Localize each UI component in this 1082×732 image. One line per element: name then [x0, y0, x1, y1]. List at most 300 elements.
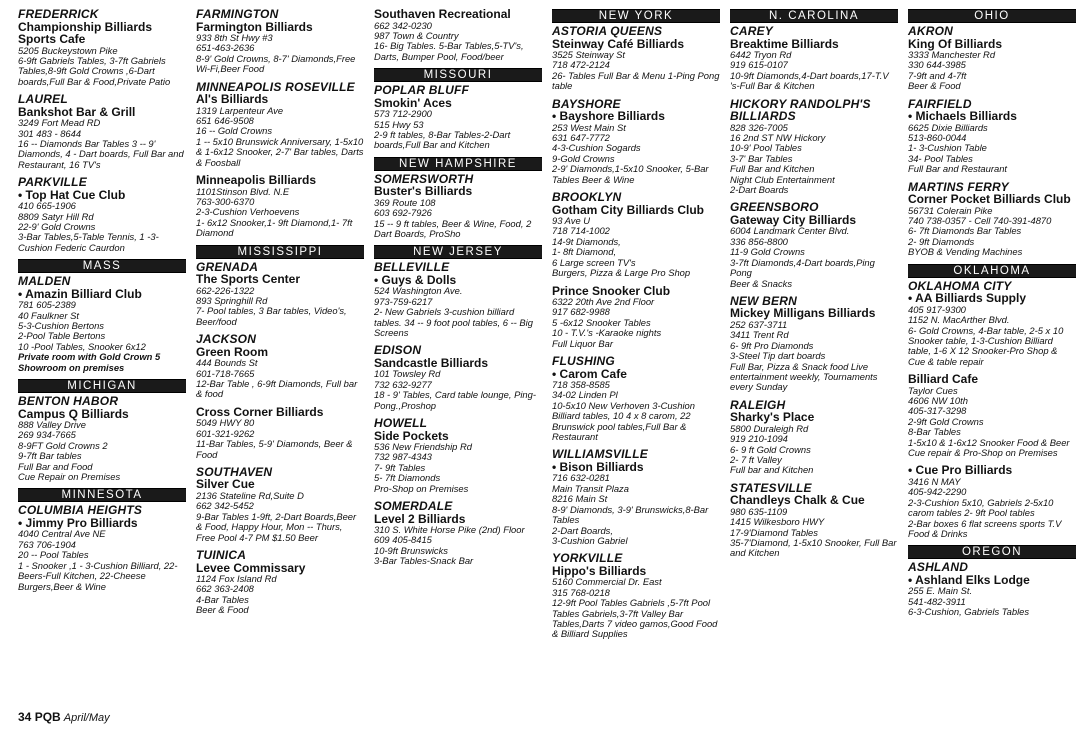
state-header: NEW HAMPSHIRE [374, 157, 542, 171]
venue-name: Green Room [196, 344, 269, 359]
venue-detail: 1415 Wilkesboro HWY [730, 516, 825, 528]
venue-detail: 2-3-Cushion 5x10, Gabriels 2-5x10 carom tables 2- 9ft Pool tables [908, 496, 1054, 519]
listing-entry [374, 84, 542, 151]
column-5 [730, 8, 898, 565]
listing-entry [552, 191, 720, 278]
venue-detail: 6322 20th Ave 2nd Floor [552, 296, 655, 307]
venue-detail: 269 934-7665 [18, 429, 76, 441]
venue-detail: 2-3-Cushion Verhoevens [196, 206, 300, 218]
venue-detail: 9-Gold Crowns [552, 152, 615, 164]
venue-detail: 732 987-4343 [374, 451, 432, 463]
column-1 [18, 8, 186, 598]
venue-detail: 5049 HWY 80 [196, 417, 255, 429]
venue-detail: 8-Bar Tables [908, 426, 961, 438]
city-heading: SOMERDALE [374, 499, 453, 514]
venue-detail: 3416 N MAY [908, 475, 961, 487]
venue-detail: 662 342-5452 [196, 500, 254, 512]
city-heading: HOWELL [374, 416, 428, 431]
venue-detail: 888 Valley Drive [18, 419, 86, 431]
venue-name: Farmington Billiards [196, 19, 313, 34]
venue-detail: 4-3-Cushion Sogards [552, 142, 641, 154]
venue-detail: 6- 9 ft Gold Crowns [730, 443, 811, 455]
venue-detail: 5160 Commercial Dr. East [552, 576, 662, 588]
venue-name: The Sports Center [196, 272, 301, 287]
issue-date: April/May [63, 712, 110, 724]
venue-detail: 601-718-7665 [196, 367, 255, 379]
venue-detail: 6 Large screen TV's [552, 256, 636, 268]
venue-detail: 3249 Fort Mead RD [18, 117, 101, 129]
venue-detail: 10-9ft Brunswicks [374, 544, 448, 556]
venue-name: Prince Snooker Club [552, 283, 671, 298]
venue-detail: 34-02 Linden Pl [552, 389, 618, 401]
venue-detail: 1101Stinson Blvd. N.E [196, 185, 290, 197]
venue-name: Level 2 Billiards [374, 511, 466, 526]
venue-detail: 405-942-2290 [908, 486, 967, 498]
venue-detail: 6442 Tryon Rd [730, 49, 792, 60]
venue-detail: 10 -Pool Tables, Snooker 6x12 [18, 340, 146, 352]
city-heading: RALEIGH [730, 397, 786, 412]
venue-highlight: Private room with Gold Crown 5 Showroom on premises [18, 351, 161, 373]
venue-detail: 8-9' Gold Crowns, 8-7' Diamonds,Free Wi-Fi,Beer Food [196, 52, 356, 75]
listing-entry [552, 552, 720, 639]
venue-detail: 6- 7ft Diamonds Bar Tables [908, 225, 1022, 237]
city-heading: ASHLAND [908, 560, 969, 575]
listing-entry [552, 448, 720, 546]
venue-detail: 12-9ft Pool Tables Gabriels ,5-7ft Pool Tables Gabriels,3-7ft Valley Bar Tables,Darts 7 video gamos,Good Food & Billiard Supplies [552, 597, 718, 640]
venue-detail: 917 682-9988 [552, 306, 610, 318]
venue-detail: Beer & Food [908, 80, 961, 92]
venue-detail: 40 Faulkner St [18, 309, 79, 321]
venue-detail: 3411 Trent Rd [730, 329, 789, 341]
column-6 [908, 8, 1076, 624]
venue-detail: 16 2nd ST NW Hickory [730, 132, 826, 144]
listing-entry [730, 399, 898, 476]
venue-name: Campus Q Billiards [18, 406, 129, 421]
state-header: OHIO [908, 9, 1076, 23]
city-heading: MARTINS FERRY [908, 179, 1009, 194]
city-heading: POPLAR BLUFF [374, 83, 470, 98]
venue-name: Billiard Cafe [908, 372, 979, 387]
venue-detail: 6- 9ft Pro Diamonds [730, 339, 814, 351]
city-heading: GRENADA [196, 259, 259, 274]
city-heading: JACKSON [196, 332, 257, 347]
venue-detail: 11-Bar Tables, 5-9' Diamonds, Beer & Food [196, 438, 353, 460]
state-header: MASS [18, 259, 186, 273]
venue-detail: 1- 8ft Diamond, [552, 246, 617, 258]
venue-detail: 369 Route 108 [374, 196, 436, 208]
city-heading: FLUSHING [552, 354, 615, 369]
venue-name: Buster's Billiards [374, 184, 473, 199]
venue-name: • Bison Billiards [552, 459, 644, 474]
venue-name: • Carom Cafe [552, 366, 627, 381]
listing-entry [730, 201, 898, 288]
venue-detail: 2-9' Diamonds,1-5x10 Snooker, 5-Bar Tables Beer & Wine [552, 163, 709, 185]
city-heading: TUINICA [196, 548, 247, 562]
listing-entry [374, 261, 542, 338]
venue-detail: 651-463-2636 [196, 42, 255, 54]
venue-detail: 3-7' Bar Tables [730, 152, 793, 164]
venue-detail: 315 768-0218 [552, 586, 610, 598]
page-footer [18, 710, 110, 724]
venue-detail: 718 358-8585 [552, 379, 610, 391]
venue-detail: 93 Ave U [552, 215, 591, 227]
venue-name: Southaven Recreational [374, 7, 511, 21]
venue-detail: 933 8th St Hwy #3 [196, 32, 273, 43]
venue-detail: 2-Pool Table Bertons [18, 330, 106, 342]
venue-detail: 18 - 9' Tables, Card table lounge, Ping-Pong.,Proshop [374, 389, 536, 411]
city-heading: FREDERRICK [18, 7, 99, 21]
column-3 [374, 8, 542, 573]
state-header: MICHIGAN [18, 379, 186, 393]
venue-detail: 410 665-1906 [18, 200, 76, 212]
city-heading: SOUTHAVEN [196, 464, 273, 479]
city-heading: WILLIAMSVILLE [552, 447, 648, 462]
listing-entry [196, 466, 364, 543]
venue-name: • Michaels Billiards [908, 109, 1017, 124]
listing-entry [18, 504, 186, 591]
venue-detail: 3-Steel Tip dart boards [730, 350, 826, 362]
listing-entry [730, 98, 898, 196]
venue-name: King Of Billiards [908, 36, 1003, 51]
venue-detail: Burgers, Pizza & Large Pro Shop [552, 267, 691, 279]
venue-detail: BYOB & Vending Machines [908, 246, 1023, 258]
city-heading: EDISON [374, 343, 422, 358]
venue-detail: 16 -- Diamonds Bar Tables 3 -- 9' Diamonds, 4 - Dart boards, Full Bar and Restaurant, 16 TV's [18, 137, 184, 170]
city-heading: CAREY [730, 24, 774, 38]
venue-name: Championship Billiards Sports Cafe [18, 19, 153, 46]
venue-detail: Cue repair & Pro-Shop on Premises [908, 447, 1058, 459]
venue-detail: 4040 Central Ave NE [18, 528, 106, 540]
venue-detail: 1319 Larpenteur Ave [196, 104, 284, 116]
venue-detail: 718 472-2124 [552, 59, 610, 71]
venue-name: Bankshot Bar & Grill [18, 104, 136, 119]
listing-entry [908, 464, 1076, 539]
city-heading: STATESVILLE [730, 480, 812, 495]
city-heading: MALDEN [18, 274, 71, 289]
venue-detail: Night Club Entertainment [730, 173, 835, 185]
state-header: N. CAROLINA [730, 9, 898, 23]
listing-entry [196, 549, 364, 616]
venue-detail: 22-9' Gold Crowns [18, 220, 96, 232]
venue-detail: 7-9ft and 4-7ft [908, 69, 967, 81]
venue-detail: 740 738-0357 - Cell 740-391-4870 [908, 215, 1052, 227]
magazine-name: PQB [34, 710, 61, 724]
listing-entry [374, 8, 542, 62]
venue-name: • AA Billiards Supply [908, 291, 1026, 306]
venue-name: Smokin' Aces [374, 95, 452, 110]
venue-detail: 34- Pool Tables [908, 152, 973, 164]
venue-detail: 444 Bounds St [196, 357, 258, 369]
venue-detail: 4606 NW 10th [908, 395, 968, 407]
venue-detail: Full Bar and Restaurant [908, 163, 1008, 175]
venue-detail: 336 856-8800 [730, 235, 788, 247]
venue-detail: 2- 9ft Diamonds [908, 235, 975, 247]
listing-entry [18, 176, 186, 253]
venue-detail: 310 S. White Horse Pike (2nd) Floor [374, 524, 525, 536]
venue-detail: 536 New Friendship Rd [374, 441, 472, 453]
listing-entry [196, 261, 364, 328]
venue-detail: 405 917-9300 [908, 303, 966, 315]
venue-detail: 56731 Colerain Pike [908, 204, 993, 216]
state-header: OREGON [908, 545, 1076, 559]
venue-detail: Beer & Food [196, 604, 249, 616]
venue-detail: 20 -- Pool Tables [18, 549, 89, 561]
venue-detail: 919 210-1094 [730, 433, 788, 445]
venue-name: Side Pockets [374, 428, 449, 443]
venue-detail: 609 405-8415 [374, 534, 432, 546]
venue-detail: 5-3-Cushion Bertons [18, 320, 104, 331]
venue-detail: 1- 6x12 Snooker,1- 9ft Diamond,1- 7ft Diamond [196, 216, 353, 239]
venue-detail: 101 Towsley Rd [374, 368, 441, 380]
venue-detail: 6-3-Cushion, Gabriels Tables [908, 606, 1030, 618]
listing-entry [196, 8, 364, 75]
venue-detail: 3525 Steinway St [552, 49, 625, 60]
venue-detail: 330 644-3985 [908, 59, 966, 71]
city-heading: MINNEAPOLIS ROSEVILLE [196, 79, 355, 94]
listing-entry [908, 280, 1076, 367]
venue-detail: 2-Bar boxes 6 flat screens sports T.V Food & Drinks [908, 517, 1062, 539]
venue-detail: 26- Tables Full Bar & Menu 1-Ping Pong table [552, 69, 720, 92]
listing-entry [374, 417, 542, 494]
city-heading: FARMINGTON [196, 7, 279, 21]
city-heading: COLUMBIA HEIGHTS [18, 503, 143, 518]
venue-detail: 781 605-2389 [18, 299, 76, 311]
venue-detail: 6-9ft Gabriels Tables, 3-7ft Gabriels Tables,8-9ft Gold Crowns ,6-Dart boards,Full Bar & Food,Private Patio [18, 54, 171, 87]
venue-name: • Jimmy Pro Billiards [18, 515, 138, 530]
city-heading: FAIRFIELD [908, 96, 972, 111]
city-heading: OKLAHOMA CITY [908, 278, 1012, 293]
venue-name: Steinway Café Billiards [552, 36, 685, 51]
listing-entry [18, 93, 186, 170]
venue-detail: 1- 3-Cushion Table [908, 142, 987, 154]
venue-name: Breaktime Billiards [730, 36, 839, 51]
venue-detail: 1 - Snooker ,1 - 3-Cushion Billiard, 22-Beers-Full Kitchen, 22-Cheese Burgers,Beer & Wine [18, 559, 178, 592]
venue-detail: 10-5x10 New Verhoven 3-Cushion Billiard tables, 10 4 x 8 carom, 22 Brunswick pool tables,Full Bar & Restaurant [552, 399, 695, 443]
venue-detail: 2-9ft Gold Crowns [908, 415, 984, 427]
venue-name: Minneapolis Billiards [196, 173, 317, 188]
venue-detail: 603 692-7926 [374, 207, 432, 219]
listing-entry [196, 406, 364, 460]
listing-entry [908, 181, 1076, 258]
page-number: 34 [18, 710, 32, 724]
listing-entry [552, 25, 720, 92]
venue-detail: 7- 9ft Tables [374, 461, 426, 473]
venue-detail: 8216 Main St [552, 493, 608, 505]
city-heading: PARKVILLE [18, 175, 87, 190]
city-heading: SOMERSWORTH [374, 171, 474, 186]
venue-detail: 15 -- 9 ft tables, Beer & Wine, Food, 2 Dart Boards, ProSho [374, 217, 532, 239]
state-header: NEW JERSEY [374, 245, 542, 259]
city-heading: GREENSBORO [730, 200, 819, 215]
venue-detail: 662-226-1322 [196, 284, 255, 296]
listing-entry [374, 500, 542, 567]
venue-detail: Pro-Shop on Premises [374, 482, 469, 494]
venue-detail: 6- Gold Crowns, 4-Bar table, 2-5 x 10 Snooker table, 1-3-Cushion Billiard table, 1-6 X 12 Snooker-Pro Shop & Cue & table repair [908, 324, 1064, 367]
venue-detail: Cue Repair on Premises [18, 471, 121, 483]
listing-entry [18, 8, 186, 87]
venue-detail: 9-7ft Bar tables [18, 450, 82, 462]
venue-detail: 5800 Duraleigh Rd [730, 422, 809, 434]
venue-detail: 6004 Landmark Center Blvd. [730, 225, 850, 237]
venue-detail: Full Bar, Pizza & Snack food Live entertainment weekly, Tournaments every Sunday [730, 360, 878, 393]
venue-name: Hippo's Billiards [552, 563, 647, 578]
venue-detail: 1 -- 5x10 Brunswick Anniversary, 1-5x10 & 1-6x12 Snooker, 2-7' Bar tables, Darts & Foosball [196, 135, 364, 168]
venue-name: Chandleys Chalk & Cue [730, 493, 865, 508]
state-header: NEW YORK [552, 9, 720, 23]
venue-detail: Full bar and Kitchen [730, 464, 814, 476]
venue-detail: 662 363-2408 [196, 583, 254, 595]
venue-detail: 2- New Gabriels 3-cushion billiard tables. 34 -- 9 foot pool tables, 6 -- Big Screens [374, 306, 533, 338]
listing-entry [374, 344, 542, 411]
venue-name: Corner Pocket Billiards Club [908, 192, 1071, 207]
city-heading: BELLEVILLE [374, 260, 450, 275]
city-heading: BAYSHORE [552, 96, 621, 111]
city-heading: NEW BERN [730, 293, 797, 308]
venue-name: Sharky's Place [730, 410, 815, 425]
venue-detail: 515 Hwy 53 [374, 118, 424, 130]
state-header: MISSISSIPPI [196, 245, 364, 259]
listing-entry [18, 395, 186, 482]
venue-detail: 732 632-9277 [374, 378, 432, 390]
venue-detail: 3-Bar Tables,5-Table Tennis, 1 -3-Cushion Federic Caurdon [18, 231, 159, 253]
venue-detail: 3-7ft Diamonds,4-Dart boards,Ping Pong [730, 256, 875, 279]
venue-detail: 4-Bar Tables [196, 593, 249, 605]
listing-entry [196, 174, 364, 239]
venue-detail: 513-860-0044 [908, 132, 967, 144]
venue-detail: 17-9'Diamond Tables [730, 526, 818, 538]
venue-detail: 5 -6x12 Snooker Tables [552, 316, 651, 328]
venue-detail: 541-482-3911 [908, 595, 966, 607]
venue-detail: 2-Dart Boards, [552, 524, 613, 536]
venue-detail: 763-300-6370 [196, 195, 255, 207]
city-heading: AKRON [908, 24, 953, 38]
venue-detail: 8-9FT Gold Crowns 2 [18, 439, 108, 451]
venue-name: • Amazin Billiard Club [18, 286, 142, 301]
listing-entry [730, 25, 898, 92]
venue-detail: Full Bar and Food [18, 460, 93, 472]
venue-name: Silver Cue [196, 477, 255, 492]
venue-detail: 573 712-2900 [374, 108, 432, 120]
venue-detail: 35-7'Diamond, 1-5x10 Snooker, Full Bar and Kitchen [730, 537, 897, 559]
venue-name: Levee Commissary [196, 560, 306, 575]
venue-detail: 9-Bar Tables 1-9ft, 2-Dart Boards,Beer & Food, Happy Hour, Mon -- Thurs, Free Pool 4-7 PM $1.50 Beer [196, 510, 357, 543]
venue-detail: 255 E. Main St. [908, 585, 973, 597]
venue-detail: 2-Dart Boards [730, 184, 789, 196]
state-header: MINNESOTA [18, 488, 186, 502]
venue-detail: 7- Pool tables, 3 Bar tables, Video's, Beer/food [196, 305, 347, 327]
venue-detail: 828 326-7005 [730, 121, 788, 133]
venue-detail: 3-Cushion Gabriel [552, 534, 628, 546]
venue-detail: Beer & Snacks [730, 277, 793, 289]
state-header: MISSOURI [374, 68, 542, 82]
venue-name: • Guys & Dolls [374, 272, 457, 287]
venue-detail: Taylor Cues [908, 384, 958, 396]
venue-detail: 716 632-0281 [552, 472, 610, 484]
listing-entry [908, 25, 1076, 92]
venue-detail: 10-9ft Diamonds,4-Dart boards,17-T.V 's-Full Bar & Kitchen [730, 69, 889, 92]
venue-detail: 1152 N. MacArther Blvd. [908, 314, 1010, 326]
venue-detail: 16- Big Tables. 5-Bar Tables,5-TV's, Darts, Bumper Pool, Food/beer [374, 40, 524, 62]
city-heading: ASTORIA QUEENS [552, 24, 663, 38]
venue-name: Gateway City Billiards [730, 212, 857, 227]
venue-detail: 1-5x10 & 1-6x12 Snooker Food & Beer [908, 436, 1070, 448]
city-heading: YORKVILLE [552, 551, 623, 566]
city-heading: LAUREL [18, 92, 68, 107]
venue-name: • Top Hat Cue Club [18, 187, 126, 202]
venue-detail: 5205 Buckeystown Pike [18, 44, 118, 56]
city-heading: BENTON HABOR [18, 394, 119, 409]
venue-detail: 10-9' Pool Tables [730, 142, 802, 154]
venue-name: Gotham City Billiards Club [552, 202, 705, 217]
venue-detail: 252 637-3711 [730, 318, 788, 330]
listing-entry [196, 333, 364, 400]
venue-detail: 718 714-1002 [552, 225, 610, 237]
listing-entry [908, 98, 1076, 175]
venue-detail: 1124 Fox Island Rd [196, 573, 277, 584]
venue-name: Sandcastle Billiards [374, 355, 489, 370]
listing-entry [552, 285, 720, 350]
venue-name: Cross Corner Billiards [196, 404, 324, 419]
column-4 [552, 8, 720, 646]
venue-detail: 14-9t Diamonds, [552, 235, 621, 247]
venue-detail: 405-317-3298 [908, 405, 967, 417]
venue-detail: 6625 Dixie Billiards [908, 121, 988, 133]
venue-detail: 10 - T.V.'s -Karaoke nights [552, 327, 662, 339]
venue-detail: 301 483 - 8644 [18, 127, 82, 139]
listing-entry [374, 173, 542, 240]
venue-detail: 631 647-7772 [552, 132, 610, 144]
venue-detail: 5- 7ft Diamonds [374, 472, 441, 484]
venue-detail: Full Liquor Bar [552, 337, 613, 349]
venue-detail: 8-9' Diamonds, 3-9' Brunswicks,8-Bar Tables [552, 503, 709, 526]
venue-detail: 2-9 ft tables, 8-Bar Tables-2-Dart boards,Full Bar and Kitchen [374, 128, 511, 151]
listing-entry [908, 373, 1076, 458]
listing-entry [196, 81, 364, 168]
venue-detail: 987 Town & Country [374, 29, 459, 41]
venue-detail: 980 635-1109 [730, 505, 788, 517]
listing-entry [552, 355, 720, 442]
city-heading: BROOKLYN [552, 190, 622, 205]
column-2 [196, 8, 364, 622]
venue-detail: 973-759-6217 [374, 295, 433, 307]
venue-detail: 3333 Manchester Rd [908, 49, 996, 60]
listing-entry [18, 275, 186, 373]
venue-detail: Main Transit Plaza [552, 482, 629, 494]
state-header: OKLAHOMA [908, 264, 1076, 278]
listing-entry [552, 98, 720, 185]
venue-detail: 2136 Stateline Rd,Suite D [196, 489, 304, 501]
venue-detail: 16 -- Gold Crowns [196, 125, 273, 137]
venue-name: Al's Billiards [196, 92, 269, 107]
venue-detail: 11-9 Gold Crowns [730, 246, 805, 258]
venue-detail: 893 Springhill Rd [196, 295, 268, 306]
venue-name: • Cue Pro Billiards [908, 463, 1013, 478]
listing-entry [730, 482, 898, 559]
venue-detail: 524 Washington Ave. [374, 285, 463, 297]
venue-detail: 253 West Main St [552, 121, 626, 133]
listing-entry [730, 295, 898, 393]
venue-detail: 651 646-9508 [196, 115, 254, 127]
venue-detail: 2- 7 ft Valley [730, 453, 782, 465]
city-heading: HICKORY RANDOLPH'S BILLIARDS [730, 96, 871, 124]
listing-entry [908, 561, 1076, 617]
venue-detail: 12-Bar Table , 6-9ft Diamonds, Full bar & food [196, 378, 358, 400]
venue-detail: 919 615-0107 [730, 59, 788, 71]
venue-detail: 601-321-9262 [196, 427, 255, 439]
venue-detail: Full Bar and Kitchen [730, 163, 815, 175]
venue-detail: 8809 Satyr Hill Rd [18, 210, 94, 222]
venue-name: • Bayshore Billiards [552, 109, 665, 124]
